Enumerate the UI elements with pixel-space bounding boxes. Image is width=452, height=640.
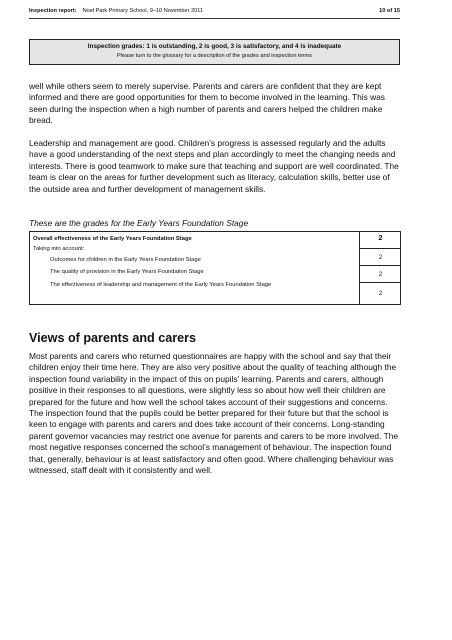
grades-key-subtitle: Please turn to the glossary for a description of the grades and inspection terms <box>117 53 312 59</box>
page-number: 10 of 15 <box>379 8 400 14</box>
paragraph-teaching: well while others seem to merely supervise. Parents and carers are confident that they are kept informed and there are good opportunities for them to become involved in the learning. This was seen during the inspection when a high number of parents and carers helped the children make bread. <box>29 81 385 126</box>
paragraph-leadership: Leadership and management are good. Children’s progress is assessed regularly and the adults have a good understanding of the next steps and plan accordingly to meet the changing needs and interests. There is good teamwork to make sure that teaching and support are well coordinated. The team is clear on the areas for further development such as literacy, calculation skills, better use of the outside area and further development of management skills. <box>29 138 399 194</box>
header-school: Noel Park Primary School, 9–10 November 2011 <box>82 8 204 14</box>
grade-divider <box>360 265 401 266</box>
table-caption: These are the grades for the Early Years Foundation Stage <box>29 218 249 228</box>
table-row-label: The quality of provision in the Early Years Foundation Stage <box>50 269 204 275</box>
overall-grade: 2 <box>378 235 383 242</box>
page-header <box>29 7 400 19</box>
table-row-label: The effectiveness of leadership and management of the Early Years Foundation Stage <box>50 282 272 288</box>
grades-key-title: Inspection grades: 1 is outstanding, 2 is good, 3 is satisfactory, and 4 is inadequate <box>87 43 342 50</box>
header-label: Inspection report: <box>29 8 77 14</box>
eyfs-grades-table <box>29 231 401 305</box>
table-row-grade: 2 <box>378 272 383 278</box>
table-row-grade: 2 <box>378 291 383 297</box>
grade-divider <box>360 248 401 249</box>
table-grade-column <box>360 232 401 304</box>
grades-key-box <box>29 39 400 65</box>
table-criteria-column <box>30 232 360 304</box>
section-heading: Views of parents and carers <box>29 331 197 345</box>
table-row-label: Outcomes for children in the Early Years Foundation Stage <box>50 257 201 263</box>
paragraph-parents-views: Most parents and carers who returned questionnaires are happy with the school and say that their children enjoy their time here. They are also very positive about the quality of teaching although the inspection found variability in the impact of this on pupils’ learning. Parents and carers, although positive in their responses to all questions, were slightly less so about how well their children are prepared for the future and how well the school takes account of their suggestions and concerns. The inspection found that the pupils could be better prepared for their future but that the school is keen to engage with parents and carers and does take account of their concerns. Long-standing parent governor vacancies may restrict one avenue for parents and carers to be more involved. The most negative responses concerned the school’s management of behaviour. The inspection found that, generally, behaviour is at least satisfactory and often good. Where challenging behaviour was witnessed, staff dealt with it consistently and well. <box>29 351 399 476</box>
grade-divider <box>360 282 401 283</box>
taking-into-account-label: Taking into account: <box>33 246 85 252</box>
overall-effectiveness-label: Overall effectiveness of the Early Years Foundation Stage <box>33 236 192 242</box>
table-row-grade: 2 <box>378 255 383 261</box>
